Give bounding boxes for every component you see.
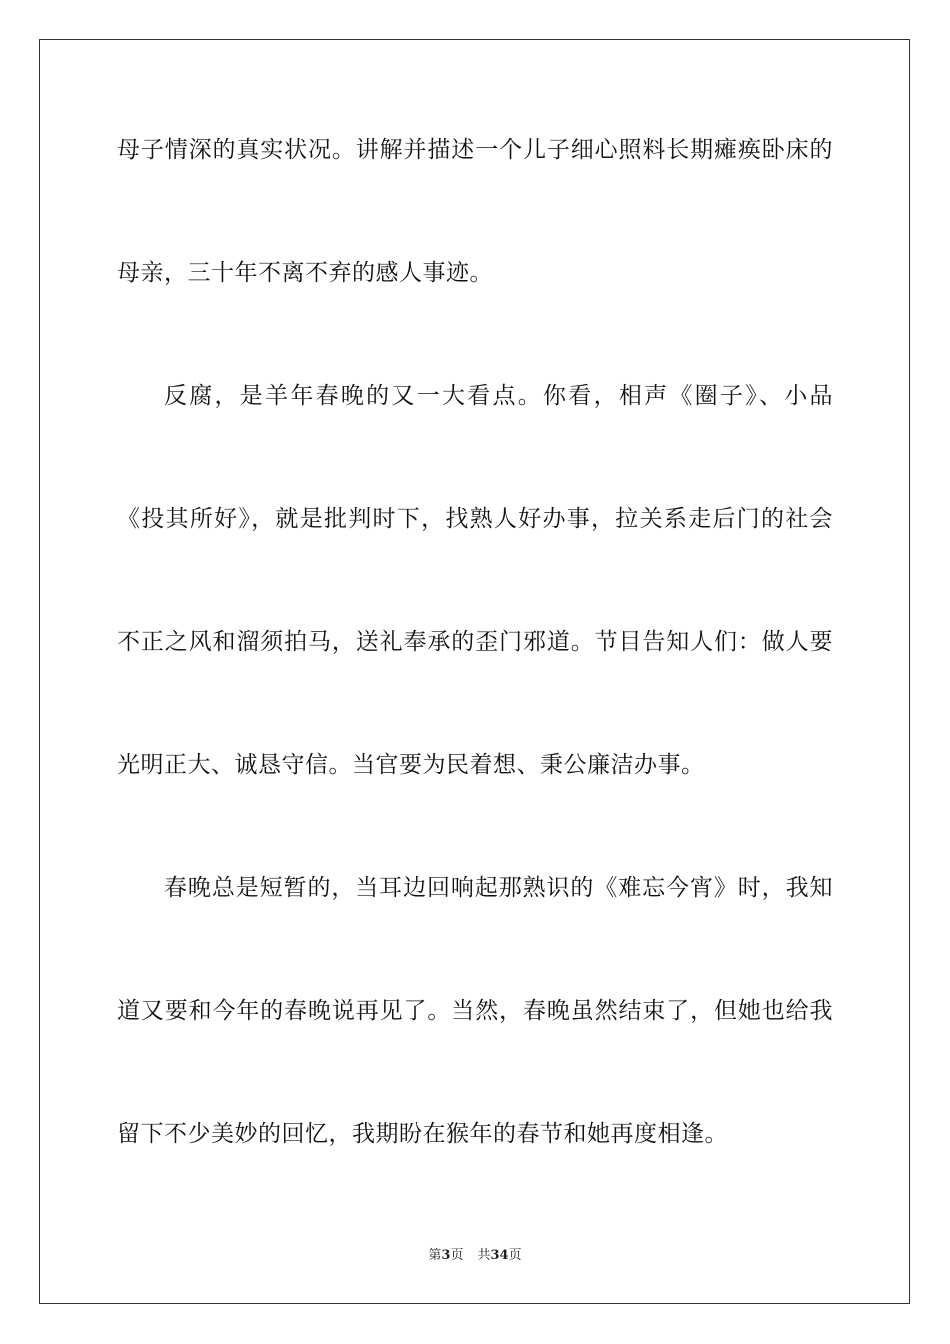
- text-line-1: 母子情深的真实状况。讲解并描述一个儿子细心照料长期瘫痪卧床的: [117, 137, 833, 163]
- text-line-7: 春晚总是短暂的，当耳边回响起那熟识的《难忘今宵》时，我知: [164, 875, 833, 901]
- footer-page-number: 3: [441, 1248, 451, 1263]
- footer-page-prefix: 第: [428, 1248, 442, 1263]
- text-line-2: 母亲，三十年不离不弃的感人事迹。: [117, 260, 493, 286]
- footer-page-suffix: 页: [450, 1248, 464, 1263]
- page-footer: [0, 1247, 950, 1265]
- footer-total-suffix: 页: [508, 1248, 522, 1263]
- page-border: [39, 39, 910, 1304]
- text-line-5: 不正之风和溜须拍马，送礼奉承的歪门邪道。节目告知人们：做人要: [117, 629, 833, 655]
- text-line-6: 光明正大、诚恳守信。当官要为民着想、秉公廉洁办事。: [117, 752, 705, 778]
- footer-total-pages: 34: [490, 1248, 509, 1263]
- text-line-9: 留下不少美妙的回忆，我期盼在猴年的春节和她再度相逢。: [117, 1121, 728, 1147]
- footer-total-prefix: 共: [477, 1248, 491, 1263]
- text-line-4: 《投其所好》，就是批判时下，找熟人好办事，拉关系走后门的社会: [117, 506, 833, 532]
- text-line-8: 道又要和今年的春晚说再见了。当然，春晚虽然结束了，但她也给我: [117, 998, 833, 1024]
- text-line-3: 反腐，是羊年春晚的又一大看点。你看，相声《圈子》、小品: [164, 383, 833, 409]
